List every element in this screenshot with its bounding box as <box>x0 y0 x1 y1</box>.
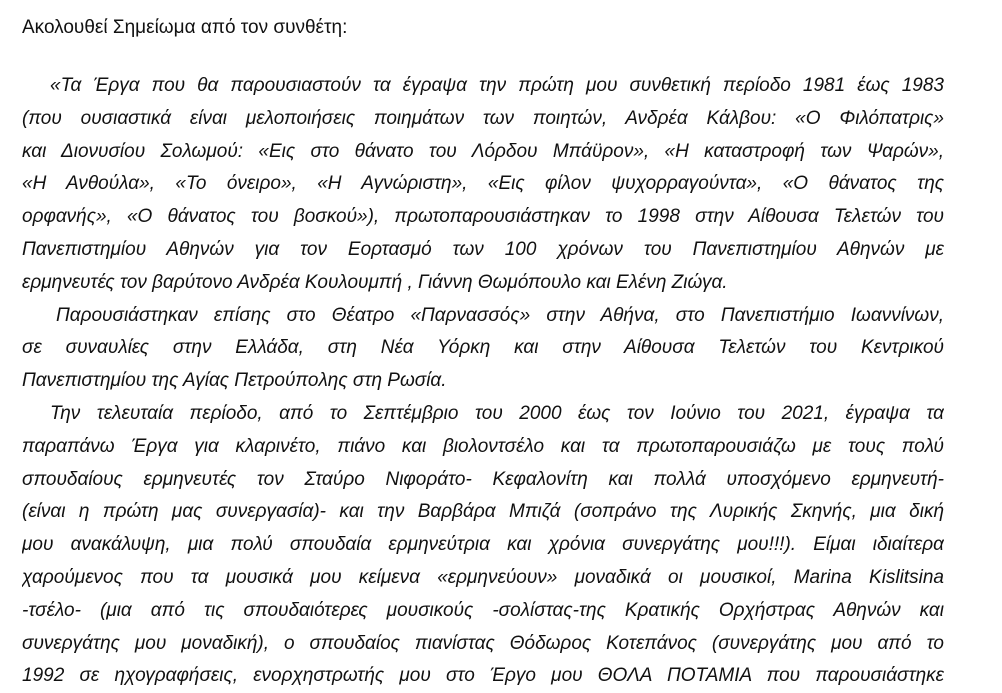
text-line: 1992 σε ηχογραφήσεις, ενορχηστρωτής μου στο Έργο μου ΘΟΛΑ ΠΟΤΑΜΙΑ που παρουσιάστηκε <box>22 665 944 686</box>
text-line: (είναι η πρώτη μας συνεργασία)- και την Βαρβάρα Μπιζά (σοπράνο της Λυρικής Σκηνής, μια δική <box>22 501 944 522</box>
text-line: σε συναυλίες στην Ελλάδα, στη Νέα Υόρκη και στην Αίθουσα Τελετών του Κεντρικού <box>22 337 944 358</box>
text-line: Πανεπιστημίου Αθηνών για τον Εορτασμό των 100 χρόνων του Πανεπιστημίου Αθηνών με <box>22 239 944 260</box>
text-line: Παρουσιάστηκαν επίσης στο Θέατρο «Παρνασσός» στην Αθήνα, στο Πανεπιστήμιο Ιωαννίνων, <box>56 305 944 326</box>
text-line: «Η Ανθούλα», «Το όνειρο», «Η Αγνώριστη», «Εις φίλον ψυχορραγούντα», «Ο θάνατος της <box>22 173 944 194</box>
text-line: -τσέλο- (μια από τις σπουδαιότερες μουσικούς -σολίστας-της Κρατικής Ορχήστρας Αθηνών και <box>22 600 944 621</box>
text-line: μου ανακάλυψη, μια πολύ σπουδαία ερμηνεύτρια και χρόνια συνεργάτης μου!!!). Είμαι ιδιαίτερα <box>22 534 944 555</box>
text-line: Πανεπιστημίου της Αγίας Πετρούπολης στη Ρωσία. <box>22 370 447 391</box>
text-line: «Τα Έργα που θα παρουσιαστούν τα έγραψα την πρώτη μου συνθετική περίοδο 1981 έως 1983 <box>50 75 944 96</box>
intro-line: Ακολουθεί Σημείωμα από τον συνθέτη: <box>22 17 348 38</box>
text-line: ερμηνευτές τον βαρύτονο Ανδρέα Κουλουμπή , Γιάννη Θωμόπουλο και Ελένη Ζιώγα. <box>22 272 728 293</box>
text-line: Την τελευταία περίοδο, από το Σεπτέμβριο του 2000 έως τον Ιούνιο του 2021, έγραψα τα <box>50 403 944 424</box>
text-line: και Διονυσίου Σολωμού: «Εις στο θάνατο του Λόρδου Μπάϋρον», «Η καταστροφή των Ψαρών», <box>22 141 944 162</box>
text-line: συνεργάτης μου μοναδική), ο σπουδαίος πιανίστας Θόδωρος Κοτεπάνος (συνεργάτης μου από το <box>22 633 944 654</box>
text-line: σπουδαίους ερμηνευτές τον Σταύρο Νιφοράτο- Κεφαλονίτη και πολλά υποσχόμενο ερμηνευτή- <box>22 469 944 490</box>
text-line: (που ουσιαστικά είναι μελοποιήσεις ποιημάτων των ποιητών, Ανδρέα Κάλβου: «Ο Φιλόπατρις» <box>22 108 944 129</box>
text-line: ορφανής», «Ο θάνατος του βοσκού»), πρωτοπαρουσιάστηκαν το 1998 στην Αίθουσα Τελετών του <box>22 206 944 227</box>
text-line: χαρούμενος που τα μουσικά μου κείμενα «ερμηνεύουν» μοναδικά οι μουσικοί, Marina Kislitsina <box>22 567 944 588</box>
text-line: παραπάνω Έργα για κλαρινέτο, πιάνο και βιολοντσέλο και τα πρωτοπαρουσιάζω με τους πολύ <box>22 436 944 457</box>
